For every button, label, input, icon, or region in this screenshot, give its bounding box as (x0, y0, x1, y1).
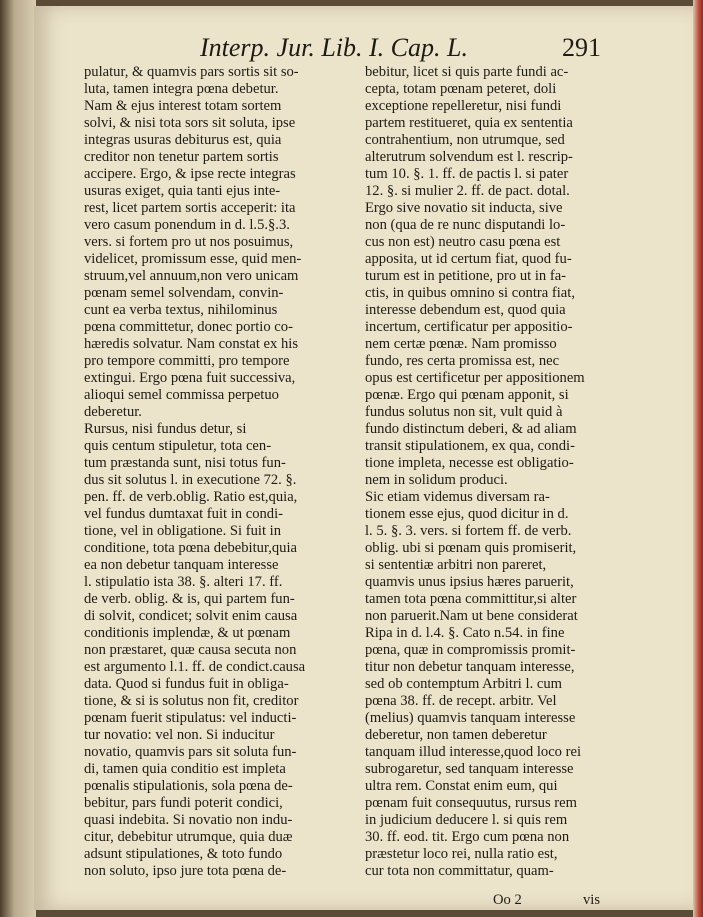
text-line: de verb. oblig. & is, qui partem fun- (84, 591, 295, 607)
text-line: non (qua de re nunc disputandi lo- (365, 217, 566, 233)
text-line: pœnam fuerit stipulatus: vel inducti- (84, 710, 297, 726)
text-line: deberetur, non tamen deberetur (365, 727, 547, 743)
text-line: oblig. ubi si pœnam quis promiserit, (365, 540, 577, 556)
text-line: l. 5. §. 3. vers. si fortem ff. de verb. (365, 523, 572, 539)
text-line: præstetur loco rei, nulla ratio est, (365, 846, 558, 862)
catchword: vis (583, 892, 601, 908)
text-line: tur novatio: vel non. Si inducitur (84, 727, 275, 743)
text-line: di solvit, condicet; solvit enim causa (84, 608, 298, 624)
text-line: alioqui semel commissa perpetuo (84, 387, 279, 403)
text-line: quis centum stipuletur, tota cen- (84, 438, 272, 454)
text-line: turum est in petitione, pro ut in fa- (365, 268, 567, 284)
text-line: si sententiæ arbitri non pareret, (365, 557, 547, 573)
text-line: cunt ea verba textus, nihilominus (84, 302, 278, 318)
text-line: vel fundus dumtaxat fuit in condi- (84, 506, 284, 522)
text-line: tum præstanda sunt, nisi totus fun- (84, 455, 286, 471)
text-line: citur, debebitur utrumque, quia duæ (84, 829, 293, 845)
text-line: ea non debetur tanquam interesse (84, 557, 279, 573)
text-line: tione, & si is solutus non fit, creditor (84, 693, 299, 709)
text-line: hæredis solvatur. Nam constat ex his (84, 336, 299, 352)
text-line: sed ob contemptum Arbitri l. cum (365, 676, 562, 692)
text-line: novatio, quamvis pars sit soluta fun- (84, 744, 297, 760)
text-line: Nam & ejus interest totam sortem (84, 98, 282, 114)
text-line: pœnam semel solvendam, convin- (84, 285, 284, 301)
text-line: in judicium deducere l. si quis rem (365, 812, 568, 828)
text-line: pulatur, & quamvis pars sortis sit so- (84, 64, 299, 80)
text-line: pœnæ. Ergo qui pœnam apponit, si (365, 387, 569, 403)
text-line: di, tamen quia conditio est impleta (84, 761, 286, 777)
text-line: conditione, tota pœna debebitur,quia (84, 540, 297, 556)
text-line: quamvis unus ipsius hæres paruerit, (365, 574, 574, 590)
text-line: titur non debetur tanquam interesse, (365, 659, 575, 675)
text-line: ultra rem. Constat enim eum, qui (365, 778, 558, 794)
text-line: adsunt stipulationes, & toto fundo (84, 846, 283, 862)
text-line: accipere. Ergo, & ipse recte integras (84, 166, 296, 182)
text-line: cur tota non committatur, quam- (365, 863, 554, 879)
text-line: contrahentium, non utrumque, sed (365, 132, 565, 148)
text-line: tionem esse ejus, quod dicitur in d. (365, 506, 569, 522)
text-line: alterutrum solvendum est l. rescrip- (365, 149, 573, 165)
text-line: apposita, ut id certum fiat, quod fu- (365, 251, 572, 267)
text-line: Ripa in d. l.4. §. Cato n.54. in fine (365, 625, 565, 641)
text-line: creditor non tenetur partem sortis (84, 149, 279, 165)
text-line: tanquam illud interesse,quod loco rei (365, 744, 582, 760)
text-line: Sic etiam videmus diversam ra- (365, 489, 550, 505)
text-line: 12. §. si mulier 2. ff. de pact. dotal. (365, 183, 570, 199)
text-line: dus sit solutus l. in executione 72. §. (84, 472, 297, 488)
text-line: extingui. Ergo pœna fuit successiva, (84, 370, 296, 386)
text-line: fundo distinctum deberi, & ad aliam (365, 421, 577, 437)
text-line: conditionis implendæ, & ut pœnam (84, 625, 291, 641)
text-line: nem in solidum produci. (365, 472, 508, 488)
text-line: pœna committetur, donec portio co- (84, 319, 293, 335)
text-line: ctis, in quibus omnino si contra fiat, (365, 285, 575, 301)
text-line: usuras exiget, quia tanti ejus inte- (84, 183, 281, 199)
running-title: Interp. Jur. Lib. I. Cap. L. (200, 33, 468, 62)
text-line: struum,vel annuum,non vero unicam (84, 268, 299, 284)
text-line: (melius) quamvis tanquam interesse (365, 710, 576, 726)
text-line: pœna 38. ff. de recept. arbitr. Vel (365, 693, 557, 709)
text-line: subrogaretur, sed tanquam interesse (365, 761, 574, 777)
text-line: quasi indebita. Si novatio non indu- (84, 812, 293, 828)
text-line: partem restitueret, quia ex sententia (365, 115, 573, 131)
text-line: interesse debendum est, quod quia (365, 302, 566, 318)
text-line: l. stipulatio ista 38. §. alteri 17. ff. (84, 574, 283, 590)
text-line: pœnalis stipulationis, sola pœna de- (84, 778, 293, 794)
text-line: bebitur, pars fundi poterit condici, (84, 795, 283, 811)
text-line: deberetur. (84, 404, 142, 420)
text-line: tamen tota pœna committitur,si alter (365, 591, 577, 607)
text-line: cepta, totam pœnam peteret, doli (365, 81, 557, 97)
text-line: pen. ff. de verb.oblig. Ratio est,quia, (84, 489, 298, 505)
right-text-column (365, 64, 615, 880)
text-line: Ergo sive novatio sit inducta, sive (365, 200, 563, 216)
page-number: 291 (562, 33, 601, 62)
text-line: transit stipulationem, ex qua, condi- (365, 438, 575, 454)
text-line: data. Quod si fundus fuit in obliga- (84, 676, 289, 692)
text-line: vero casum ponendum in d. l.5.§.3. (84, 217, 290, 233)
text-line: rest, licet partem sortis acceperit: ita (84, 200, 296, 216)
text-line: opus est certificetur per appositionem (365, 370, 585, 386)
text-line: vers. si fortem pro ut nos posuimus, (84, 234, 294, 250)
text-line: fundus solutus non sit, vult quid à (365, 404, 563, 420)
text-line: nem certæ pœnæ. Nam promisso (365, 336, 557, 352)
text-line: tum 10. §. 1. ff. de pactis l. si pater (365, 166, 569, 182)
text-line: luta, tamen integra pœna debetur. (84, 81, 279, 97)
text-line: incertum, certificatur per appositio- (365, 319, 573, 335)
text-line: integras usuras debiturus est, quia (84, 132, 282, 148)
binding-edge (0, 0, 36, 917)
text-line: exceptione repelleretur, nisi fundi (365, 98, 562, 114)
left-text-column (84, 64, 354, 880)
text-line: non paruerit.Nam ut bene considerat (365, 608, 578, 624)
text-line: 30. ff. eod. tit. Ergo cum pœna non (365, 829, 570, 845)
text-line: tione impleta, necesse est obligatio- (365, 455, 574, 471)
text-line: est argumento l.1. ff. de condict.causa (84, 659, 306, 675)
text-line: pro tempore committi, pro tempore (84, 353, 290, 369)
text-line: tione, vel in obligatione. Si fuit in (84, 523, 281, 539)
signature-mark: Oo 2 (493, 892, 522, 908)
text-line: pœnam fuit consequutus, rursus rem (365, 795, 577, 811)
text-line: cus non est) neutro casu pœna est (365, 234, 561, 250)
text-line: non soluto, ipso jure tota pœna de- (84, 863, 287, 879)
text-line: Rursus, nisi fundus detur, si (84, 421, 247, 437)
text-line: non præstaret, quæ causa secuta non (84, 642, 297, 658)
text-line: fundo, res certa promissa est, nec (365, 353, 560, 369)
text-line: solvi, & nisi tota sors sit soluta, ipse (84, 115, 296, 131)
text-line: bebitur, licet si quis parte fundi ac- (365, 64, 569, 80)
text-line: pœna, quæ in compromissis promit- (365, 642, 576, 658)
page-red-edge (693, 0, 703, 917)
text-line: videlicet, promissum esse, quid men- (84, 251, 302, 267)
